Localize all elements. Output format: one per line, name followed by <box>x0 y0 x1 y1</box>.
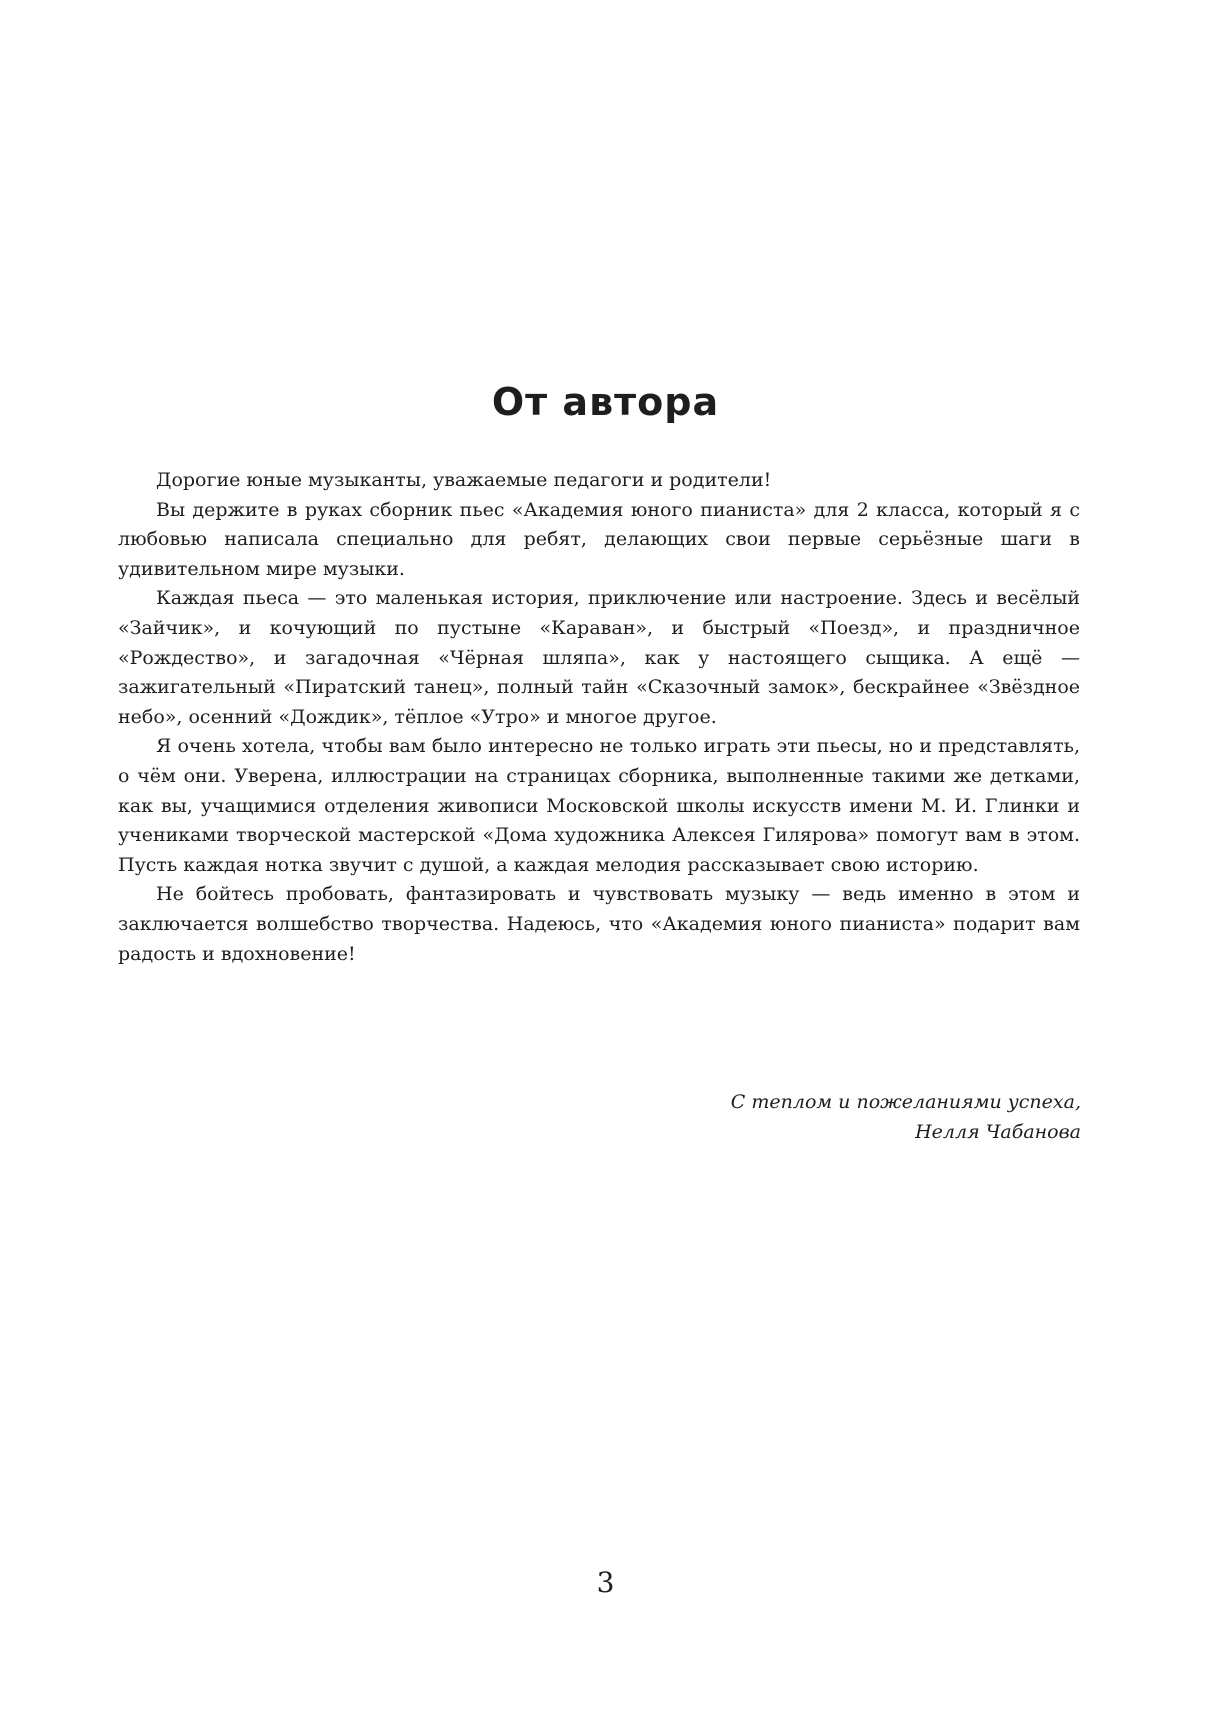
signature-greeting: С теплом и пожеланиями успеха, <box>730 1091 1081 1113</box>
paragraph-closing: Не бойтесь пробовать, фантазировать и чувствовать музыку — ведь именно в этом и заключается волшебство творчества. Надеюсь, что «Академия юного пианиста» подарит вам радость и вдохновение! <box>118 883 1080 965</box>
signature-author: Нелля Чабанова <box>915 1120 1081 1143</box>
page-number: 3 <box>596 1566 615 1599</box>
body-text <box>118 466 1080 969</box>
paragraph-pieces: Каждая пьеса — это маленькая история, приключение или настроение. Здесь и весёлый «Зайчик», и кочующий по пустыне «Караван», и быстрый «Поезд», и праздничное «Рождество», и загадочная «Чёрная шляпа», как у настоящего сыщика. А ещё — зажигательный «Пиратский танец», полный тайн «Сказочный замок», бескрайнее «Звёздное небо», осенний «Дождик», тёплое «Утро» и многое другое. <box>118 587 1080 728</box>
paragraph-intro: Вы держите в руках сборник пьес «Академия юного пианиста» для 2 класса, который я с любовью написала специально для ребят, делающих свои первые серьёзные шаги в удивительном мире музыки. <box>118 498 1080 580</box>
signature <box>731 1088 1081 1147</box>
page-title: От автора <box>491 380 720 424</box>
paragraph-illustrations: Я очень хотела, чтобы вам было интересно не только играть эти пьесы, но и представлять, о чём они. Уверена, иллюстрации на страницах сборника, выполненные такими же детками, как вы, учащимися отделения живописи Московской школы искусств имени М. И. Глинки и учениками творческой мастерской «Дома художника Алексея Гилярова» помогут вам в этом. Пусть каждая нотка звучит с душой, а каждая мелодия рассказывает свою историю. <box>118 735 1080 876</box>
paragraph-greeting: Дорогие юные музыканты, уважаемые педагоги и родители! <box>156 469 772 491</box>
